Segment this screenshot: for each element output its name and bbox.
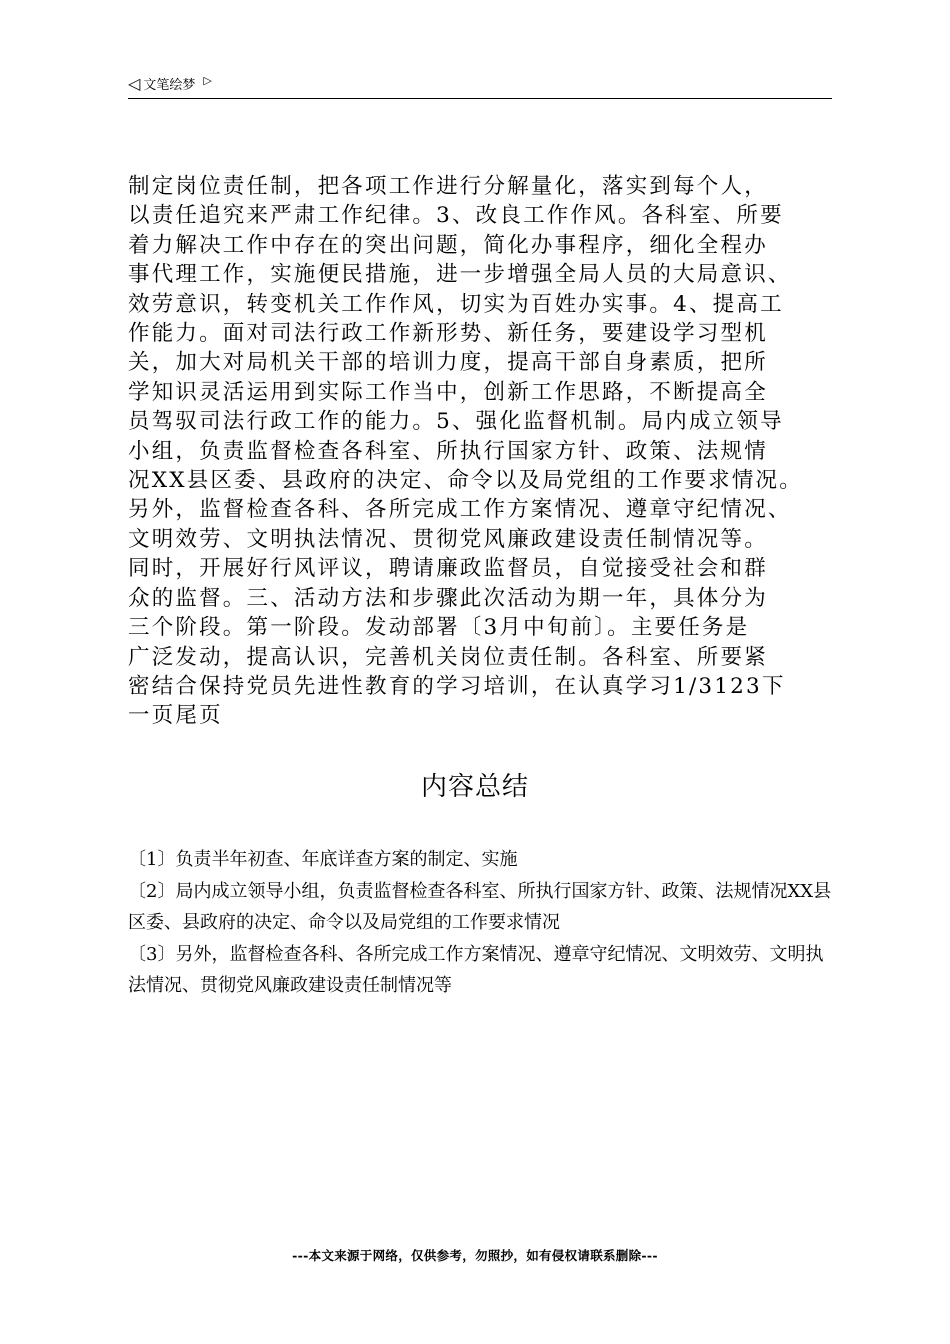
footer-disclaimer: ---本文来源于网络，仅供参考，勿照抄，如有侵权请联系删除--- bbox=[292, 1248, 658, 1263]
header-brand bbox=[128, 74, 212, 93]
summary-list bbox=[128, 844, 840, 1002]
right-triangle-icon: ▷ bbox=[203, 74, 212, 87]
summary-item: 〔3〕另外，监督检查各科、各所完成工作方案情况、遵章守纪情况、文明效劳、文明执法情况、贯彻党风廉政建设责任制情况等 bbox=[128, 943, 824, 996]
summary-item: 〔2〕局内成立领导小组，负责监督检查各科室、所执行国家方针、政策、法规情况XX县区委、县政府的决定、命令以及局党组的工作要求情况 bbox=[128, 880, 832, 933]
summary-title: 内容总结 bbox=[420, 772, 529, 802]
page-header bbox=[128, 70, 832, 99]
brand-name: 文笔绘梦 bbox=[143, 78, 196, 93]
left-triangle-icon: ◁ bbox=[128, 73, 141, 93]
summary-item: 〔1〕负责半年初查、年底详查方案的制定、实施 bbox=[128, 849, 518, 870]
body-paragraph: 制定岗位责任制，把各项工作进行分解量化，落实到每个人， 以责任追究来严肃工作纪律。3、改良工作作风。各科室、所要 着力解决工作中存在的突出问题，简化办事程序，细化全程办 事代理工作，实施便民措施，进一步增强全局人员的大局意识、 效劳意识，转变机关工作作风，切实为百姓办实事。4、提高工 作能力。面对司法行政工作新形势、新任务，要建设学习型机 关，加大对局机关干部的培训力度，提高干部自身素质，把所 学知识灵活运用到实际工作当中，创新工作思路，不断提高全 员驾驭司法行政工作的能力。5、强化监督机制。局内成立领导 小组，负责监督检查各科室、所执行国家方针、政策、法规情 况XX县区委、县政府的决定、命令以及局党组的工作要求情况。 另外，监督检查各科、各所完成工作方案情况、遵章守纪情况、 文明效劳、文明执法情况、贯彻党风廉政建设责任制情况等。 同时，开展好行风评议，聘请廉政监督员，自觉接受社会和群 众的监督。三、活动方法和步骤此次活动为期一年，具体分为 三个阶段。第一阶段。发动部署〔3月中旬前〕。主要任务是 广泛发动，提高认识，完善机关岗位责任制。各科室、所要紧 密结合保持党员先进性教育的学习培训，在认真学习1/3123下 一页尾页 bbox=[128, 174, 803, 729]
